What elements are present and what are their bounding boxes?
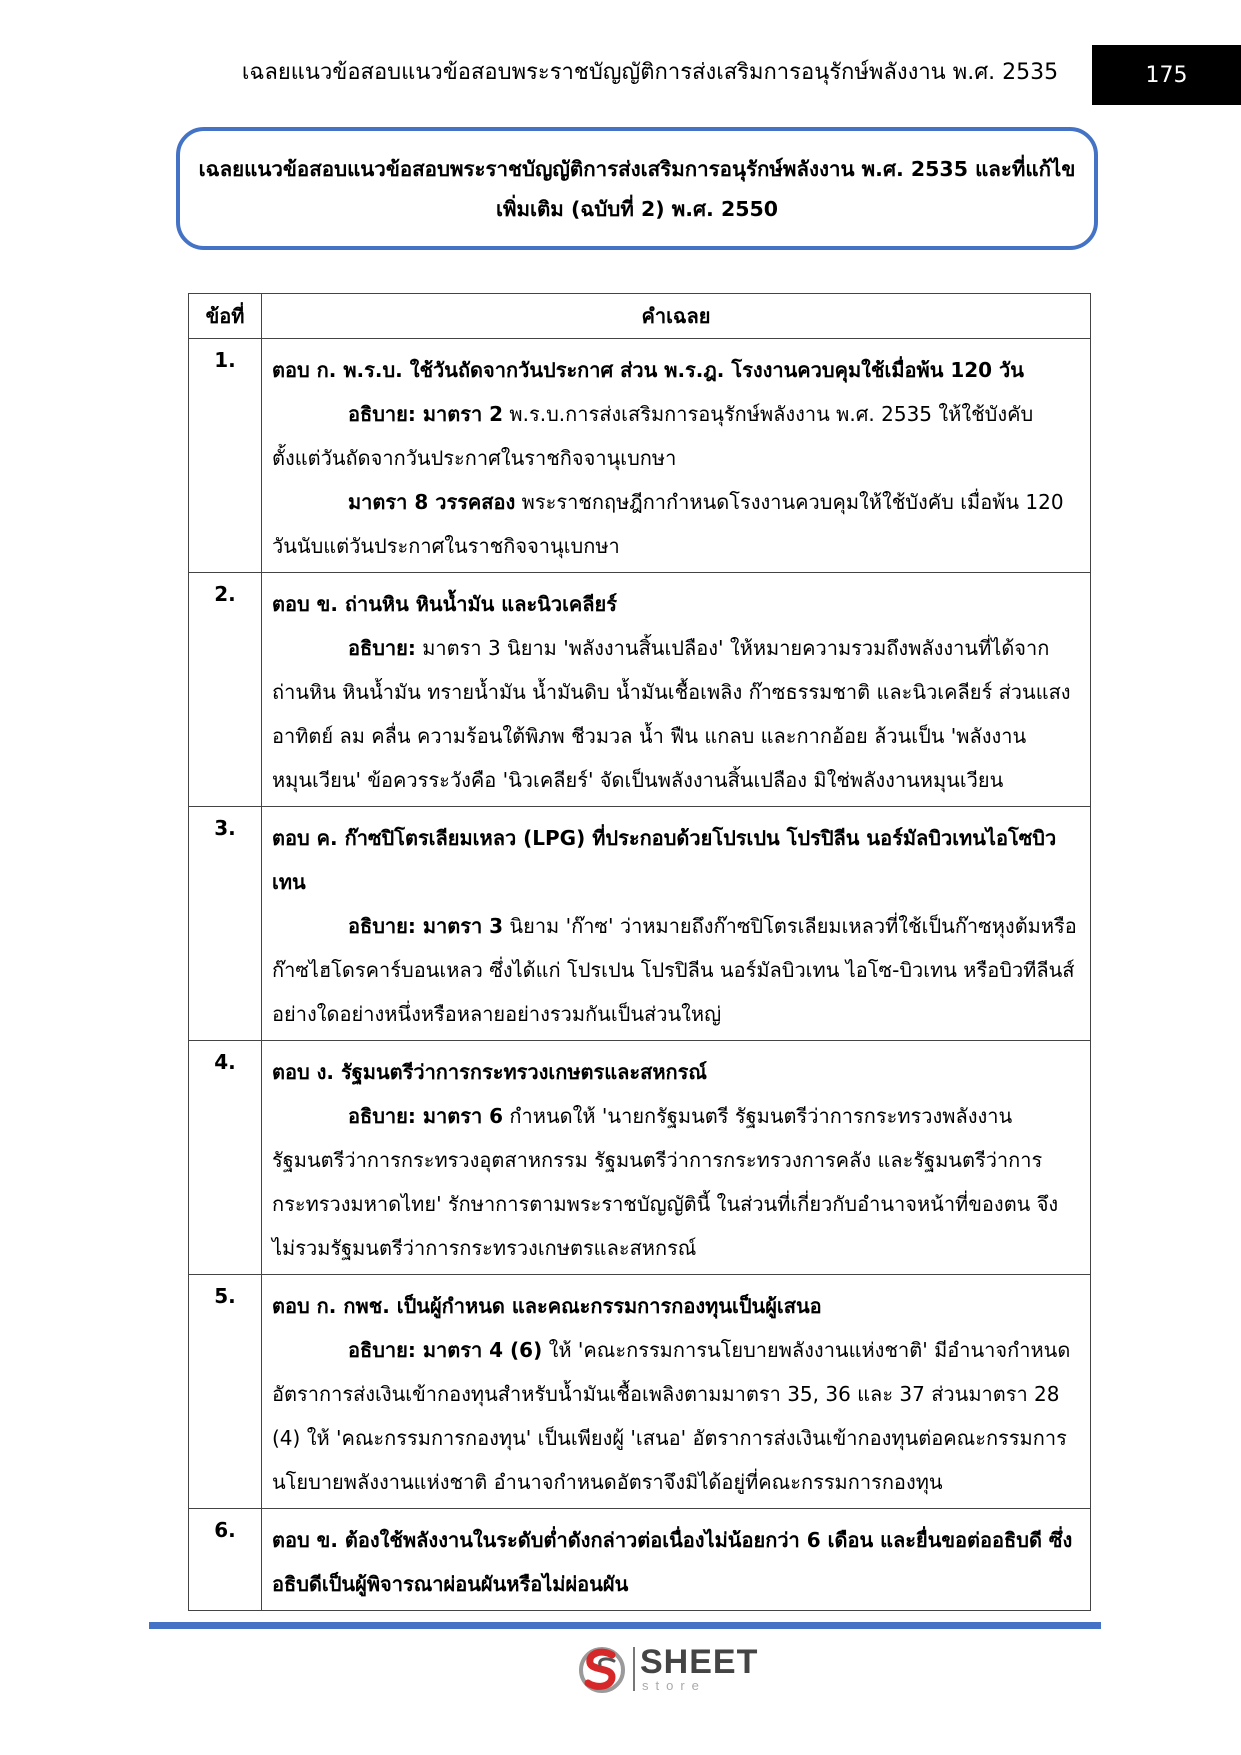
explanation-ref: อธิบาย: bbox=[348, 636, 416, 660]
explanation bbox=[272, 904, 1080, 1036]
explanation-text: นิยาม 'ก๊าซ' ว่าหมายถึงก๊าซปิโตรเลียมเหลวที่ใช้เป็นก๊าซหุงต้มหรือก๊าซไฮโดรคาร์บอนเหลว ซึ่งได้แก่ โปรเปน โปรปิลีน นอร์มัลบิวเทน ไอโซ-บิวเทน หรือบิวทีลีนส์ อย่างใดอย่างหนึ่งหรือหลายอย่างรวมกันเป็นส่วนใหญ่ bbox=[272, 914, 1077, 1026]
row-number: 5. bbox=[189, 1275, 262, 1509]
row-number: 1. bbox=[189, 339, 262, 573]
explanation-ref: อธิบาย: มาตรา 2 bbox=[348, 402, 504, 426]
row-answer-cell bbox=[262, 1509, 1091, 1611]
explanation-text: มาตรา 3 นิยาม 'พลังงานสิ้นเปลือง' ให้หมายความรวมถึงพลังงานที่ได้จากถ่านหิน หินน้ำมัน ทรายน้ำมัน น้ำมันดิบ น้ำมันเชื้อเพลิง ก๊าซธรรมชาติ และนิวเคลียร์ ส่วนแสงอาทิตย์ ลม คลื่น ความร้อนใต้พิภพ ชีวมวล น้ำ ฟืน แกลบ และกากอ้อย ล้วนเป็น 'พลังงานหมุนเวียน' ข้อควรระวังคือ 'นิวเคลียร์' จัดเป็นพลังงานสิ้นเปลือง มิใช่พลังงานหมุนเวียน bbox=[272, 636, 1071, 792]
explanation-text: กำหนดให้ 'นายกรัฐมนตรี รัฐมนตรีว่าการกระทรวงพลังงาน รัฐมนตรีว่าการกระทรวงอุตสาหกรรม รัฐมนตรีว่าการกระทรวงการคลัง และรัฐมนตรีว่าการกระทรวงมหาดไทย' รักษาการตามพระราชบัญญัตินี้ ในส่วนที่เกี่ยวกับอำนาจหน้าที่ของตน จึงไม่รวมรัฐมนตรีว่าการกระทรวงเกษตรและสหกรณ์ bbox=[272, 1104, 1059, 1260]
explanation-text: ให้ 'คณะกรรมการนโยบายพลังงานแห่งชาติ' มีอำนาจกำหนดอัตราการส่งเงินเข้ากองทุนสำหรับน้ำมันเชื้อเพลิงตามมาตรา 35, 36 และ 37 ส่วนมาตรา 28 (4) ให้ 'คณะกรรมการกองทุน' เป็นเพียงผู้ 'เสนอ' อัตราการส่งเงินเข้ากองทุนต่อคณะกรรมการนโยบายพลังงานแห่งชาติ อำนาจกำหนดอัตราจึงมิได้อยู่ที่คณะกรรมการกองทุน bbox=[272, 1338, 1071, 1494]
answer-line: ตอบ ค. ก๊าซปิโตรเลียมเหลว (LPG) ที่ประกอบด้วยโปรเปน โปรปิลีน นอร์มัลบิวเทนไอโซบิวเทน bbox=[272, 826, 1057, 894]
row-answer-cell bbox=[262, 339, 1091, 573]
header-answer: คำเฉลย bbox=[262, 294, 1091, 339]
title-box bbox=[176, 127, 1098, 250]
table-header-row bbox=[189, 294, 1091, 339]
row-answer-cell bbox=[262, 573, 1091, 807]
explanation-text: พ.ร.บ.การส่งเสริมการอนุรักษ์พลังงาน พ.ศ. 2535 ให้ใช้บังคับตั้งแต่วันถัดจากวันประกาศในราชกิจจานุเบกษา bbox=[272, 402, 1034, 470]
table-row bbox=[189, 573, 1091, 807]
table-row bbox=[189, 807, 1091, 1041]
logo-wordmark: SHEET bbox=[640, 1643, 759, 1681]
logo-subtext: store bbox=[642, 1678, 706, 1693]
explanation-ref: อธิบาย: มาตรา 4 (6) bbox=[348, 1338, 543, 1362]
explanation bbox=[272, 1328, 1080, 1504]
answer-line: ตอบ ก. พ.ร.บ. ใช้วันถัดจากวันประกาศ ส่วน พ.ร.ฎ. โรงงานควบคุมใช้เมื่อพ้น 120 วัน bbox=[272, 358, 1024, 382]
table-row bbox=[189, 339, 1091, 573]
explanation-ref: มาตรา 8 วรรคสอง bbox=[348, 490, 516, 514]
logo-divider bbox=[633, 1647, 635, 1691]
s-logo-icon bbox=[576, 1643, 628, 1695]
explanation-ref: อธิบาย: มาตรา 3 bbox=[348, 914, 504, 938]
answer-line: ตอบ ก. กพช. เป็นผู้กำหนด และคณะกรรมการกองทุนเป็นผู้เสนอ bbox=[272, 1294, 822, 1318]
answer-table bbox=[188, 293, 1091, 1611]
answer-line: ตอบ ข. ต้องใช้พลังงานในระดับต่ำดังกล่าวต่อเนื่องไม่น้อยกว่า 6 เดือน และยื่นขอต่ออธิบดี ซึ่งอธิบดีเป็นผู้พิจารณาผ่อนผันหรือไม่ผ่อนผัน bbox=[272, 1528, 1073, 1596]
page-number: 175 bbox=[1092, 45, 1241, 105]
title-text: เฉลยแนวข้อสอบแนวข้อสอบพระราชบัญญัติการส่งเสริมการอนุรักษ์พลังงาน พ.ศ. 2535 และที่แก้ไขเพิ่มเติม (ฉบับที่ 2) พ.ศ. 2550 bbox=[198, 156, 1076, 221]
answer-line: ตอบ ข. ถ่านหิน หินน้ำมัน และนิวเคลียร์ bbox=[272, 592, 618, 616]
table-row bbox=[189, 1509, 1091, 1611]
sheet-store-logo bbox=[576, 1643, 759, 1695]
explanation-text: พระราชกฤษฎีกากำหนดโรงงานควบคุมให้ใช้บังคับ เมื่อพ้น 120 วันนับแต่วันประกาศในราชกิจจานุเบกษา bbox=[272, 490, 1064, 558]
row-number: 4. bbox=[189, 1041, 262, 1275]
explanation bbox=[272, 480, 1080, 568]
explanation-ref: อธิบาย: มาตรา 6 bbox=[348, 1104, 504, 1128]
row-answer-cell bbox=[262, 807, 1091, 1041]
explanation bbox=[272, 626, 1080, 802]
row-number: 6. bbox=[189, 1509, 262, 1611]
row-number: 3. bbox=[189, 807, 262, 1041]
explanation bbox=[272, 1094, 1080, 1270]
footer-divider bbox=[149, 1622, 1101, 1629]
row-answer-cell bbox=[262, 1041, 1091, 1275]
header-title: เฉลยแนวข้อสอบแนวข้อสอบพระราชบัญญัติการส่งเสริมการอนุรักษ์พลังงาน พ.ศ. 2535 bbox=[241, 60, 1059, 85]
table-row bbox=[189, 1275, 1091, 1509]
header-number: ข้อที่ bbox=[189, 294, 262, 339]
explanation bbox=[272, 392, 1080, 480]
table-row bbox=[189, 1041, 1091, 1275]
row-answer-cell bbox=[262, 1275, 1091, 1509]
row-number: 2. bbox=[189, 573, 262, 807]
answer-line: ตอบ ง. รัฐมนตรีว่าการกระทรวงเกษตรและสหกรณ์ bbox=[272, 1060, 707, 1084]
